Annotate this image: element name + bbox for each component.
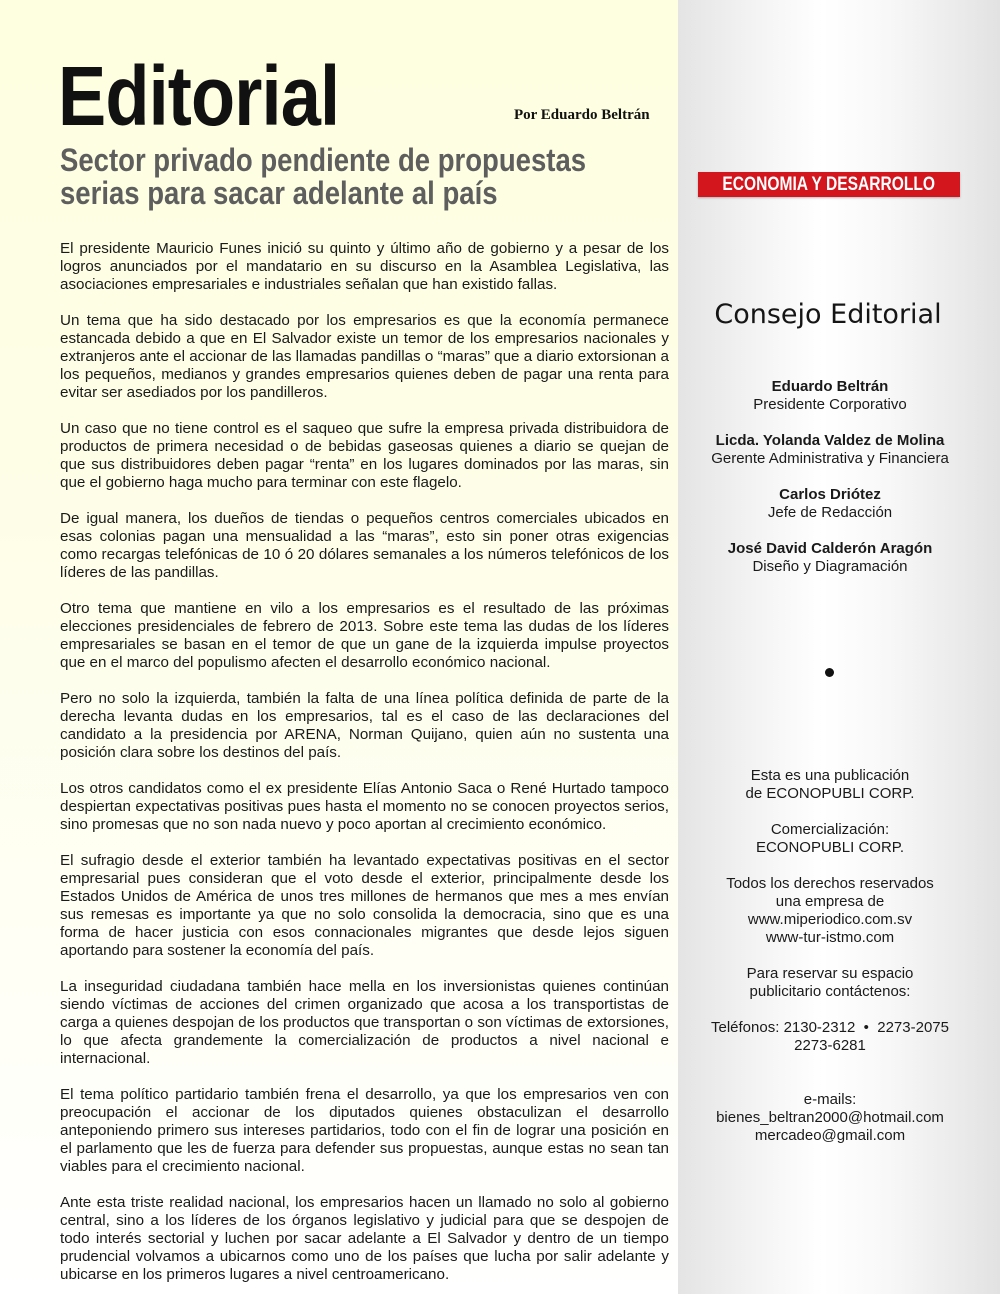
phone-info: [678, 1019, 982, 1055]
rights-line: Todos los derechos reservados: [726, 875, 934, 892]
council-member: [678, 378, 982, 414]
publisher-line: de ECONOPUBLI CORP.: [745, 785, 915, 802]
section-banner-label: ECONOMIA Y DESARROLLO: [722, 174, 936, 195]
paragraph: Un caso que no tiene control es el saqueo que sufre la empresa privada distribuidora de productos de primera necesidad o de bebidas gaseosas quienes a diario se quejan de que sus distribuidores deben pagar “renta” en los lugares dominados por las maras, sin que el gobierno haga mucho para terminar con este flagelo.: [60, 420, 669, 491]
phone-number: 2130-2312: [783, 1019, 856, 1036]
email-info: [678, 1091, 982, 1145]
rights-info: [678, 875, 982, 947]
rights-line: una empresa de: [775, 893, 885, 910]
email-link[interactable]: bienes_beltran2000@hotmail.com: [716, 1109, 944, 1126]
phone-number: 2273-2075: [877, 1019, 949, 1036]
member-name: José David Calderón Aragón: [727, 540, 933, 557]
council-member: [678, 486, 982, 522]
phone-separator: •: [863, 1019, 869, 1036]
paragraph: La inseguridad ciudadana también hace mella en los inversionistas quienes continúan siendo víctimas de acciones del crimen organizado que acosa a los transportistas de carga a quienes despojan de los productos que transportan o son víctimas de extorsiones, lo que afecta grandemente la comercialización de productos a nivel nacional e internacional.: [60, 978, 669, 1067]
bullet-dot-icon: [825, 668, 834, 677]
advertising-line: Para reservar su espacio: [746, 965, 914, 982]
website-link[interactable]: www.miperiodico.com.sv: [747, 911, 913, 928]
paragraph: El sufragio desde el exterior también ha levantado expectativas positivas en el sector empresarial pues consideran que el voto desde el exterior, principalmente desde los Estados Unidos de América de unos tres millones de hermanos que mes a mes envían sus remesas es importante ya que no solo consolida la democracia, sino que es una forma de hacer justicia con esos connacionales migrantes que desde lejos siguen aportando para sostener la economía del país.: [60, 852, 669, 959]
publisher-line: Esta es una publicación: [750, 767, 910, 784]
commercial-value: ECONOPUBLI CORP.: [755, 839, 905, 856]
byline: Por Eduardo Beltrán: [514, 107, 650, 123]
member-name: Eduardo Beltrán: [771, 378, 889, 395]
member-role: Presidente Corporativo: [753, 396, 907, 413]
council-member: [678, 432, 982, 468]
publisher-info: [678, 767, 982, 803]
publication-info: [678, 767, 982, 1163]
phone-number: 2273-6281: [794, 1037, 866, 1054]
phone-line: [678, 1019, 982, 1037]
commercial-info: [678, 821, 982, 857]
member-name: Carlos Driótez: [779, 486, 881, 503]
member-role: Jefe de Redacción: [767, 504, 893, 521]
article-body: [60, 240, 669, 1302]
section-banner: [698, 172, 960, 197]
member-name: Licda. Yolanda Valdez de Molina: [715, 432, 945, 449]
commercial-label: Comercialización:: [770, 821, 890, 838]
section-title: Editorial: [58, 49, 340, 143]
member-role: Gerente Administrativa y Financiera: [711, 450, 949, 467]
paragraph: El tema político partidario también frena el desarrollo, ya que los empresarios ven con preocupación el accionar de los diputados quienes obstaculizan el desarrollo anteponiendo primero sus intereses partidarios, todo con el fin de lograr una posición en el parlamento que les de fuerza para defender sus propuestas, aunque estas no sean tan viables para el crecimiento nacional.: [60, 1086, 669, 1175]
advertising-line: publicitario contáctenos:: [749, 983, 911, 1000]
email-label: e-mails:: [803, 1091, 857, 1108]
paragraph: Otro tema que mantiene en vilo a los empresarios es el resultado de las próximas elecciones presidenciales de febrero de 2013. Sobre este tema las dudas de los líderes empresariales se basan en el temor de que un gane de la izquierda impulse proyectos que en el marco del populismo afecten el desarrollo económico nacional.: [60, 600, 669, 671]
council-heading: Consejo Editorial: [714, 299, 942, 330]
council-list: [678, 378, 982, 594]
paragraph: Ante esta triste realidad nacional, los empresarios hacen un llamado no solo al gobierno central, sino a los líderes de los órganos legislativo y judicial para que se despojen de todo interés sectorial y luchen por sacar adelante a El Salvador y dentro de un tiempo prudencial volvamos a ubicarnos como uno de los países que lucha por salir adelante y ubicarse en los primeros lugares a nivel centroamericano.: [60, 1194, 669, 1283]
email-link[interactable]: mercadeo@gmail.com: [754, 1127, 906, 1144]
headline: Sector privado pendiente de propuestas serias para sacar adelante al país: [60, 142, 587, 211]
advertising-info: [678, 965, 982, 1001]
phone-label: Teléfonos:: [711, 1019, 780, 1036]
paragraph: Los otros candidatos como el ex presidente Elías Antonio Saca o René Hurtado tampoco despiertan expectativas positivas pues hasta el momento no se conocen proyectos serios, sino promesas que no son nada nuevo y poco aportan al crecimiento económico.: [60, 780, 669, 833]
paragraph: El presidente Mauricio Funes inició su quinto y último año de gobierno y a pesar de los logros anunciados por el mandatario en su discurso en la Asamblea Legislativa, las asociaciones empresariales e industriales señalan que han existido fallas.: [60, 240, 669, 293]
paragraph: De igual manera, los dueños de tiendas o pequeños centros comerciales ubicados en esas colonias pagan una mensualidad a las “maras”, esto sin poner otras exigencias como recargas telefónicas de 10 ó 20 dólares semanales a los números telefónicos de los líderes de las pandillas.: [60, 510, 669, 581]
paragraph: Un tema que ha sido destacado por los empresarios es que la economía permanece estancada debido a que en El Salvador existe un temor de los empresarios nacionales y extranjeros ante el accionar de las llamadas pandillas o “maras” que a diario extorsionan a los pequeños, medianos y grandes empresarios quienes deben de pagar una renta para evitar ser asediados por los pandilleros.: [60, 312, 669, 401]
council-member: [678, 540, 982, 576]
paragraph: Pero no solo la izquierda, también la falta de una línea política definida de parte de la derecha levanta dudas en los empresarios, tal es el caso de las declaraciones del candidato a la presidencia por ARENA, Norman Quijano, quien aún no sustenta una posición clara sobre los destinos del país.: [60, 690, 669, 761]
member-role: Diseño y Diagramación: [752, 558, 908, 575]
website-link[interactable]: www-tur-istmo.com: [765, 929, 895, 946]
